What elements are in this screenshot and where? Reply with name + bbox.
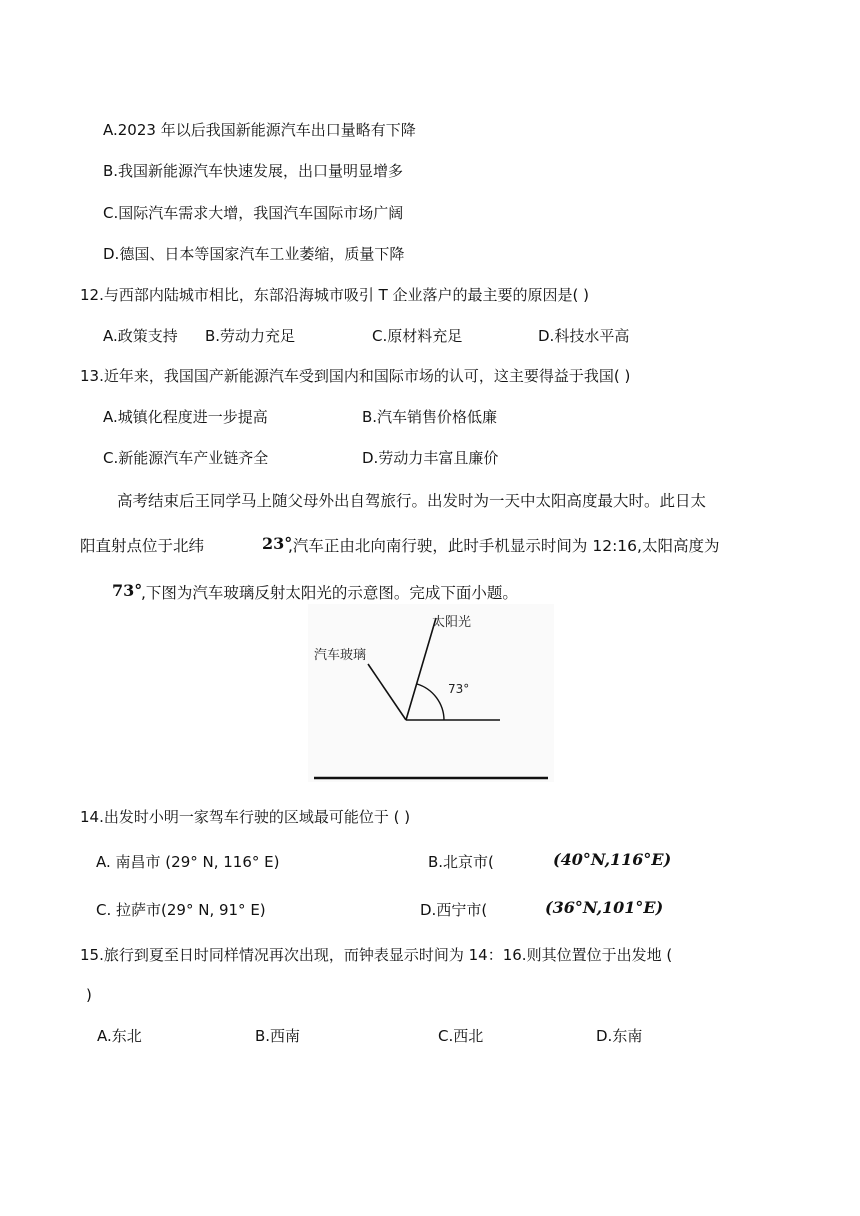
q13-option-a: A.城镇化程度进一步提高 bbox=[103, 408, 268, 426]
passage-line-3: ,下图为汽车玻璃反射太阳光的示意图。完成下面小题。 bbox=[141, 584, 518, 602]
q15-option-a: A.东北 bbox=[97, 1027, 142, 1045]
passage-line-2b: ,汽车正由北向南行驶，此时手机显示时间为 12:16,太阳高度为 bbox=[288, 537, 720, 555]
q11-option-d: D.德国、日本等国家汽车工业萎缩，质量下降 bbox=[103, 245, 405, 263]
sunlight-label: 太阳光 bbox=[432, 615, 472, 630]
q14-option-b-label: B.北京市( bbox=[428, 853, 494, 871]
q11-option-a: A.2023 年以后我国新能源汽车出口量略有下降 bbox=[103, 121, 416, 139]
q15-option-d: D.东南 bbox=[596, 1027, 643, 1045]
q13-option-d: D.劳动力丰富且廉价 bbox=[362, 449, 499, 467]
q15-stem-end: ) bbox=[86, 986, 92, 1004]
q12-stem: 12.与西部内陆城市相比，东部沿海城市吸引 T 企业落户的最主要的原因是( ) bbox=[80, 286, 590, 304]
q15-option-c: C.西北 bbox=[438, 1027, 484, 1045]
latitude-value: 23° bbox=[262, 534, 293, 553]
q12-option-d: D.科技水平高 bbox=[538, 327, 630, 345]
q14-option-a: A. 南昌市 (29° N, 116° E) bbox=[96, 853, 280, 871]
diagram-svg bbox=[308, 604, 554, 782]
q12-option-a: A.政策支持 bbox=[103, 327, 178, 345]
car-glass-label: 汽车玻璃 bbox=[314, 648, 367, 663]
glass-reflection-diagram bbox=[308, 604, 554, 782]
car-glass-line bbox=[368, 664, 406, 720]
q12-option-c: C.原材料充足 bbox=[372, 327, 463, 345]
q11-option-c: C.国际汽车需求大增，我国汽车国际市场广阔 bbox=[103, 204, 404, 222]
q14-stem: 14.出发时小明一家驾车行驶的区域最可能位于 ( ) bbox=[80, 808, 411, 826]
q12-option-b: B.劳动力充足 bbox=[205, 327, 296, 345]
passage-line-1: 高考结束后王同学马上随父母外出自驾旅行。出发时为一天中太阳高度最大时。此日太 bbox=[117, 492, 707, 510]
q14-option-d-label: D.西宁市( bbox=[420, 901, 488, 919]
q14-option-c: C. 拉萨市(29° N, 91° E) bbox=[96, 901, 266, 919]
q13-option-c: C.新能源汽车产业链齐全 bbox=[103, 449, 269, 467]
q15-option-b: B.西南 bbox=[255, 1027, 301, 1045]
sunlight-ray bbox=[406, 618, 436, 720]
q14-option-b-coord: (40°N,116°E) bbox=[553, 850, 672, 869]
sun-altitude-value: 73° bbox=[112, 581, 143, 600]
q13-option-b: B.汽车销售价格低廉 bbox=[362, 408, 498, 426]
q15-stem: 15.旅行到夏至日时同样情况再次出现，而钟表显示时间为 14：16.则其位置位于出发地 ( bbox=[80, 946, 673, 964]
q14-option-d-coord: (36°N,101°E) bbox=[545, 898, 664, 917]
q13-stem: 13.近年来，我国国产新能源汽车受到国内和国际市场的认可，这主要得益于我国( ) bbox=[80, 367, 631, 385]
angle-arc bbox=[417, 684, 444, 720]
q11-option-b: B.我国新能源汽车快速发展，出口量明显增多 bbox=[103, 162, 404, 180]
passage-line-2a: 阳直射点位于北纬 bbox=[80, 537, 205, 555]
angle-label: 73° bbox=[448, 682, 470, 696]
